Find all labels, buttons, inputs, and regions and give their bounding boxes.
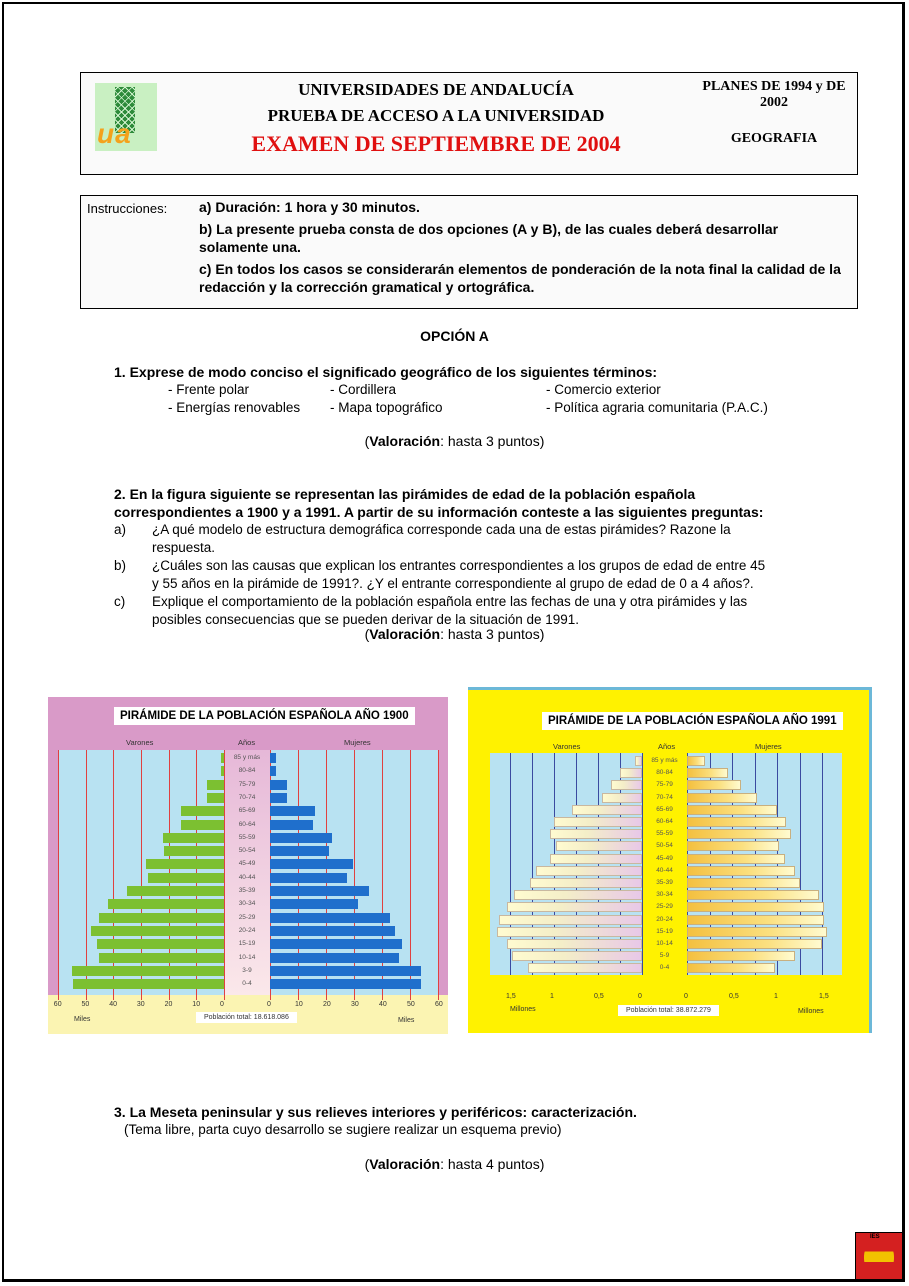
bar-mujeres (270, 780, 287, 790)
bar-varones (507, 902, 642, 912)
instructions-box (80, 195, 858, 309)
terms-list (114, 381, 774, 419)
x-tick-label: 60 (53, 1001, 62, 1008)
bar-varones (550, 854, 642, 864)
x-tick-label: 30 (351, 1001, 359, 1008)
bar-mujeres (687, 963, 775, 973)
grid-line (58, 750, 59, 1000)
x-tick-label: 60 (435, 1001, 443, 1008)
unit-label-right: Miles (398, 1017, 415, 1024)
x-tick-label: 0 (267, 1001, 271, 1008)
instructions-label: Instrucciones: (87, 201, 168, 216)
x-tick-label: 20 (164, 1001, 173, 1008)
sub-label: b) (114, 558, 127, 573)
bar-mujeres (270, 873, 347, 883)
instruction-item: b) La presente prueba consta de dos opciones (A y B), de las cuales deberá desarrollar solamente una. (199, 221, 779, 255)
term-item: - Cordillera (330, 382, 397, 397)
valuation-text: : hasta 4 puntos) (440, 1156, 545, 1172)
bar-varones (556, 841, 642, 851)
bar-varones (99, 953, 224, 963)
grid-line (382, 750, 383, 1000)
pyramid-1991-chart (468, 687, 872, 1033)
question-2-valuation: (Valoración: hasta 3 puntos) (364, 626, 545, 642)
bar-varones (99, 913, 224, 923)
population-total: Población total: 38.872.279 (618, 1005, 719, 1016)
age-label: 0-4 (242, 980, 252, 988)
valuation-label: Valoración (369, 626, 441, 642)
term-item: - Frente polar (168, 382, 250, 397)
sub-text: ¿A qué modelo de estructura demográfica corresponde cada una de estas pirámides? Razone la respuesta. (152, 522, 731, 555)
age-label: 35-39 (238, 887, 256, 894)
age-label: 35-39 (656, 879, 673, 886)
school-logo (855, 1232, 903, 1280)
bar-mujeres (687, 951, 795, 961)
bar-varones (507, 939, 642, 949)
question-3-title: 3. La Meseta peninsular y sus relieves interiores y periféricos: caracterización. (114, 1104, 637, 1120)
sub-text: ¿Cuáles son las causas que explican los entrantes correspondientes a los grupos de edad de entre 45 y 55 años en la pirámide de 1991?. ¿Y el entrante correspondiente al grupo de edad de 0 a 4 años?. (152, 558, 766, 591)
x-tick-label: 20 (323, 1001, 331, 1008)
bar-mujeres (270, 820, 313, 830)
question-2-sub-c (114, 593, 774, 629)
x-tick-label: 10 (295, 1001, 303, 1008)
pyramid-1900-chart (48, 697, 448, 1034)
bar-varones (536, 866, 642, 876)
bar-varones (148, 873, 224, 883)
bar-varones (550, 829, 642, 839)
age-label: 45-49 (238, 860, 256, 868)
population-total: Población total: 18.618.086 (196, 1012, 297, 1023)
bar-varones (207, 793, 224, 803)
age-label: 15-19 (656, 927, 673, 935)
unit-label-right: Millones (798, 1008, 824, 1015)
bar-varones (108, 899, 224, 909)
flask-icon (864, 1241, 894, 1271)
school-logo-text: IES (870, 1234, 880, 1240)
bar-mujeres (687, 805, 777, 815)
bar-mujeres (270, 953, 399, 963)
age-label: 10-14 (238, 953, 256, 961)
chart-title: PIRÁMIDE DE LA POBLACIÓN ESPAÑOLA AÑO 1900 (114, 707, 415, 725)
x-tick-label: 50 (81, 1001, 90, 1008)
x-tick-label: 1,5 (819, 993, 829, 1000)
bar-varones (91, 926, 224, 936)
age-label: 75-79 (656, 781, 673, 789)
unit-label-left: Millones (510, 1006, 536, 1013)
age-label: 0-4 (659, 964, 670, 972)
instructions-list (199, 198, 844, 300)
right-label: Mujeres (755, 742, 782, 751)
age-label: 10-14 (656, 940, 673, 947)
x-tick-label: 0 (638, 993, 642, 1000)
exam-header (80, 72, 858, 175)
age-label: 70-74 (238, 793, 256, 801)
header-exam-title: EXAMEN DE SEPTIEMBRE DE 2004 (251, 131, 621, 156)
grid-line (113, 750, 114, 1000)
valuation-text: : hasta 3 puntos) (440, 433, 545, 449)
age-label: 20-24 (656, 915, 673, 923)
age-label: 30-34 (238, 900, 256, 908)
question-1 (114, 363, 774, 419)
bar-mujeres (687, 854, 785, 864)
bar-varones (554, 817, 642, 827)
age-label: 50-54 (656, 842, 673, 850)
age-label: 85 y más (233, 754, 261, 761)
bar-mujeres (270, 979, 421, 989)
bar-varones (602, 793, 642, 803)
bar-varones (127, 886, 224, 896)
bar-mujeres (270, 939, 402, 949)
bar-mujeres (687, 768, 728, 778)
grid-line (141, 750, 142, 1000)
age-label: 3-9 (242, 966, 252, 974)
sub-label: c) (114, 594, 126, 609)
center-label: Años (238, 738, 256, 747)
header-plans: PLANES DE 1994 y DE 2002 (702, 79, 846, 110)
age-label: 60-64 (656, 818, 673, 825)
bar-varones (97, 939, 224, 949)
bar-mujeres (270, 886, 369, 896)
bar-mujeres (687, 890, 819, 900)
bar-varones (499, 915, 642, 925)
sub-text: Explique el comportamiento de la población española entre las fechas de una y otra pirámides y las posibles consecuencias que se pueden derivar de la situación de 1991. (152, 594, 748, 627)
age-label: 85 y más (651, 757, 678, 764)
instruction-item: c) En todos los casos se considerarán elementos de ponderación de la nota final la calidad de la redacción y la corrección gramatical y ortográfica. (199, 261, 841, 295)
age-label: 80-84 (656, 769, 673, 777)
age-label: 25-29 (656, 903, 673, 911)
bar-mujeres (270, 926, 395, 936)
left-label: Varones (553, 742, 581, 751)
center-label: Años (658, 742, 676, 751)
question-1-valuation: (Valoración: hasta 3 puntos) (364, 433, 545, 449)
x-tick-label: 1,5 (506, 993, 516, 1000)
term-item: - Energías renovables (168, 400, 301, 415)
chart-title: PIRÁMIDE DE LA POBLACIÓN ESPAÑOLA AÑO 1991 (542, 712, 843, 730)
page-border (2, 2, 905, 1282)
header-right (699, 79, 849, 147)
bar-varones (572, 805, 642, 815)
age-label: 25-29 (238, 913, 256, 921)
grid-line (822, 753, 823, 975)
header-subject: GEOGRAFIA (730, 131, 818, 146)
bar-mujeres (687, 927, 827, 937)
age-label: 20-24 (238, 926, 256, 934)
left-label: Varones (126, 738, 154, 747)
age-label: 65-69 (238, 807, 256, 815)
x-tick-label: 1 (774, 993, 778, 1000)
bar-varones (164, 846, 224, 856)
bar-varones (181, 820, 224, 830)
valuation-text: : hasta 3 puntos) (440, 626, 545, 642)
question-2-sub-b (114, 557, 774, 593)
age-label: 60-64 (238, 820, 256, 828)
bar-mujeres (687, 866, 795, 876)
bar-varones (528, 963, 642, 973)
age-label: 45-49 (656, 854, 673, 862)
bar-varones (620, 768, 642, 778)
age-label: 80-84 (238, 767, 256, 775)
option-title: OPCIÓN A (420, 328, 489, 344)
bar-mujeres (270, 966, 421, 976)
bar-varones (72, 966, 224, 976)
term-item: - Mapa topográfico (330, 400, 443, 415)
grid-line (438, 750, 439, 1000)
bar-mujeres (687, 793, 757, 803)
bar-varones (73, 979, 224, 989)
term-item: - Política agraria comunitaria (P.A.C.) (546, 400, 768, 415)
unit-label-left: Miles (74, 1016, 91, 1023)
age-label: 5-9 (659, 952, 670, 960)
bar-mujeres (270, 766, 276, 776)
bar-mujeres (687, 878, 800, 888)
question-3-note: (Tema libre, parta cuyo desarrollo se sugiere realizar un esquema previo) (124, 1122, 562, 1137)
age-label: 65-69 (656, 805, 673, 813)
bar-varones (512, 951, 642, 961)
x-tick-label: 0,5 (729, 993, 739, 1000)
age-label: 50-54 (238, 847, 256, 855)
age-label: 75-79 (238, 780, 256, 788)
age-label: 15-19 (238, 940, 256, 948)
x-tick-label: 0 (684, 993, 688, 1000)
age-label: 40-44 (238, 873, 256, 881)
bar-varones (530, 878, 642, 888)
x-tick-label: 0 (220, 1001, 224, 1008)
bar-varones (207, 780, 224, 790)
x-tick-label: 1 (550, 993, 554, 1000)
bar-mujeres (687, 817, 786, 827)
bar-mujeres (270, 793, 287, 803)
header-test-name: PRUEBA DE ACCESO A LA UNIVERSIDAD (267, 106, 605, 125)
question-1-title: 1. Exprese de modo conciso el significado geográfico de los siguientes términos: (114, 364, 658, 380)
age-label: 55-59 (238, 833, 256, 841)
bar-varones (146, 859, 224, 869)
bar-mujeres (687, 902, 824, 912)
header-titles (211, 77, 661, 158)
bar-varones (635, 756, 642, 766)
bar-mujeres (270, 806, 315, 816)
x-tick-label: 0,5 (594, 993, 604, 1000)
bar-varones (611, 780, 642, 790)
bar-mujeres (270, 846, 329, 856)
bar-mujeres (270, 753, 276, 763)
question-2 (114, 485, 774, 629)
age-label: 70-74 (656, 793, 673, 801)
x-tick-label: 10 (192, 1001, 201, 1008)
question-2-title: 2. En la figura siguiente se representan las pirámides de edad de la población española correspondientes a 1900 y a 1991. A partir de su información conteste a las siguientes preguntas: (114, 486, 764, 520)
bar-mujeres (270, 899, 358, 909)
sub-label: a) (114, 522, 127, 537)
university-logo (95, 83, 157, 151)
bar-mujeres (270, 833, 332, 843)
x-tick-label: 40 (109, 1001, 117, 1008)
bar-varones (497, 927, 642, 937)
grid-line (410, 750, 411, 1000)
bar-mujeres (687, 756, 705, 766)
bar-mujeres (687, 829, 791, 839)
bar-varones (181, 806, 224, 816)
valuation-label: Valoración (369, 433, 441, 449)
grid-line (354, 750, 355, 1000)
header-university: UNIVERSIDADES DE ANDALUCÍA (298, 80, 574, 99)
term-item: - Comercio exterior (546, 382, 661, 397)
logo-text: ua (97, 118, 132, 149)
x-tick-label: 50 (407, 1001, 415, 1008)
question-3-valuation: (Valoración: hasta 4 puntos) (364, 1156, 545, 1172)
bar-mujeres (687, 915, 824, 925)
age-label: 40-44 (656, 866, 673, 874)
x-tick-label: 30 (136, 1001, 145, 1008)
right-label: Mujeres (344, 738, 371, 747)
grid-line (86, 750, 87, 1000)
age-label: 30-34 (656, 891, 673, 899)
bar-mujeres (687, 939, 822, 949)
bar-varones (163, 833, 224, 843)
bar-mujeres (270, 859, 353, 869)
bar-mujeres (270, 913, 390, 923)
question-3 (114, 1103, 774, 1139)
valuation-label: Valoración (369, 1156, 441, 1172)
bar-mujeres (687, 841, 779, 851)
question-2-sub-a (114, 521, 774, 557)
instruction-item: a) Duración: 1 hora y 30 minutos. (199, 199, 420, 215)
bar-mujeres (687, 780, 741, 790)
x-tick-label: 40 (379, 1001, 387, 1008)
age-label: 55-59 (656, 830, 673, 838)
bar-varones (514, 890, 642, 900)
